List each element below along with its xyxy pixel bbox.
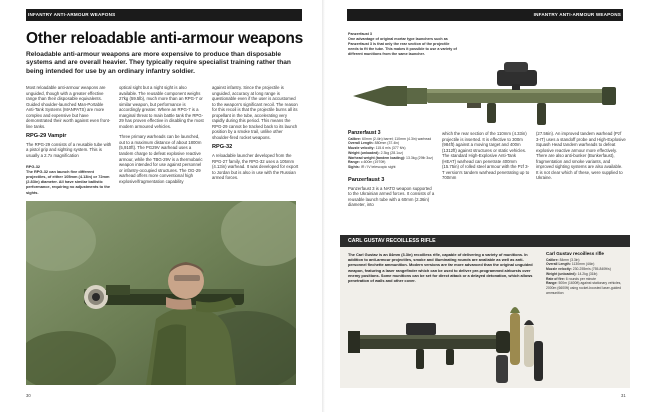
left-column-1 (26, 85, 112, 195)
pf3-text (348, 178, 436, 213)
carl-gustav-illustration (346, 295, 546, 387)
pf3-body: Panzerfaust 3 is a NATO weapon supported to the Ukrainian armed forces. It consists of a reusable launch tube with a 60mm (2.36in) diameter, into (348, 185, 435, 208)
rpg32-note (26, 164, 112, 195)
pf3-caption-title: Panzerfaust 3 (348, 32, 372, 36)
spec-row: Rate of fire: 6 rounds per minute (546, 276, 596, 281)
panzerfaust3-illustration (347, 56, 627, 128)
pf3-spec-box (348, 131, 436, 170)
col3-paragraph: against infantry. Since the projectile is unguided, accuracy at long range is questionable even if the user is accustomed to the weapon's significant recoil. The reason for this recoil is that the projectile burns all its propellant in the tube, accelerating very rapidly during this period. This means the RPG-29 cannot be tracked back to its launch position by a smoke trail, unlike other shoulder-fired rocket weapons. (212, 85, 298, 140)
pf3-caption (348, 32, 458, 57)
lead-paragraph: Reloadable anti-armour weapons are more expensive to produce than disposable systems and are overall heavier. They typically require specialist training rather than being intended for use by an ordinary infantry soldier. (26, 51, 291, 75)
rpg32-heading: RPG-32 (212, 144, 233, 151)
running-head-left: INFANTRY ANTI-ARMOUR WEAPONS (26, 9, 302, 21)
rpg29-body: The RPG-29 consists of a reusable tube with a pistol grip and sighting system. This is usually a 2.7x magnification (26, 141, 112, 159)
panel-title: CARL GUSTAV RECOILLESS RIFLE (340, 235, 630, 247)
spec-row: Overall Length: 1130mm (44in) (546, 262, 595, 267)
rpg32-note-body: The RPG-32 can launch five different projectiles, of either 105mm (4.13in) or 72mm (2.83in) diameter. All have similar ballistic performance, requiring no adjustments to the sights. (26, 168, 111, 195)
right-page (325, 0, 650, 412)
left-column-2 (119, 85, 205, 189)
spec-row: Weight (unloaded): 14.2kg (31lb) (546, 271, 598, 276)
page-number-left: 30 (26, 393, 31, 398)
intro-paragraph: Most reloadable anti-armour weapons are unguided, though with a greater effective range than their disposable equivalents. Guided shoulder-launched Man-Portable Anti-Tank Systems (MANPATS) are more complex and expensive but have demonstrated their worth against even front-line tanks. (26, 85, 111, 129)
page-number-right: 31 (621, 393, 626, 398)
spec-row: Range: 500m (1600ft) against stationary vehicles, 2000m (6600ft) using rocket-boosted laser-guided ammunition (546, 281, 622, 295)
spec-row: Sights: IR / IV telescopic sight (348, 164, 396, 169)
right-column-3 (536, 131, 626, 186)
col2-paragraph-2: Three primary warheads can be launched, out to a maximum distance of about 1800m (5,910ft). The PG29V warhead uses a tandem charge to defeat explosive reactive armour, while the TBG-29V is a thermobaric weapon intended for use against personnel or infantry-occupied structures. The OG-29 warhead offers more conventional high explosive/fragmentation capability (119, 134, 203, 184)
rpg29-heading: RPG-29 Vampir (26, 133, 67, 140)
page-title: Other reloadable anti-armour weapons (26, 30, 304, 47)
cg-spec-title: Carl Gustav recoilless rifle (546, 251, 604, 256)
spec-row: Calibre: 60mm (2.4in) barrel; 110mm (4.3in) warhead (348, 136, 432, 141)
spec-row: Overall Length: 880mm (37.4in) (348, 141, 400, 146)
rpg32-note-title: RPG-32 (26, 163, 41, 169)
right-col2-text: which the rear section of the 110mm (4.33in) projectile is inserted. It is effective to 300m (984ft) against a moving target and 400m (1312ft) against structures or static vehicles. The standard High-Explosive Anti-Tank (HEAT) warhead can penetrate 400mm (15.75in) of rolled steel armour with the Pzf 3-T version's tandem warhead penetrating up to 700mm (442, 131, 530, 181)
spec-row: Muzzle velocity: 115.6 m/s (377 ft/s) (348, 146, 406, 151)
cg-spec-box (546, 252, 630, 295)
panel-text: The Carl Gustav is an 84mm (3.3in) recoilless rifle, capable of delivering a variety of munitions. In addition to anti-armour projectiles, smoke and illuminating rounds are available as well as anti-personnel flechette ammunition. Modern versions are far more advanced than the original unguided weapon, featuring a laser rangefinder which can be used to deliver pre-programmed airbursts over enemy positions. Some munitions can be set for direct attack or a delayed detonation, which allows penetration of walls and other cover. (348, 252, 533, 284)
pf3-spec-title: Panzerfaust 3 (348, 130, 381, 136)
right-col3-text: (27.56in). An improved tandem warhead (Pzf 3-IT) uses a standoff probe and High-Explosive Squash Head tandem warheads to defeat explosive reactive armour more effectively. There are also anti-bunker (Bunkerfaust), fragmentation and smoke variants, and improved sighting systems are also available. It is not clear which of these, were supplied to Ukraine. (536, 131, 626, 181)
left-column-3 (212, 85, 300, 186)
pf3-heading: Panzerfaust 3 (348, 177, 385, 183)
carl-gustav-panel (340, 235, 630, 388)
spec-row: Range: c.600m (1970ft) (348, 160, 386, 165)
spec-row: Calibre: 84mm (3.3in) (546, 257, 580, 262)
pf3-caption-text: One advantage of original mortar type launchers such as Panzerfaust 3 is that only the rear section of the projectile needs to fit the tube. This makes it possible to use a variety of different munitions from the same launcher. (348, 37, 457, 56)
rpg32-body: A reloadable launcher developed from the RPG-27 family, the RPG-32 uses a 105mm (4.13in) warhead. It was developed for export to Jordan but is also in use with the Russian armed forces. (212, 153, 299, 181)
spec-row: Muzzle velocity: 230-255m/s (755-840ft/s) (546, 267, 611, 272)
soldier-with-launcher-photo (26, 201, 296, 385)
running-head-right: INFANTRY ANTI-ARMOUR WEAPONS (347, 9, 623, 21)
right-column-2 (442, 131, 530, 186)
spec-row: Warhead weight (tandem loading): 13.3kg (29lb 3oz) (348, 155, 434, 160)
col2-paragraph-1: optical sight but a night sight is also available. The reusable component weighs 27kg (59.5lb), much more than an RPG-7 or similar weapon, but performance is accordingly greater. Where an RPG-7 is a marginal threat to main battle tank the RPG-29 has proven effective in disabling the most modern armoured vehicles. (119, 85, 204, 129)
spec-row: Weight (unloaded): 2.3kg (28.1oz) (348, 150, 403, 155)
